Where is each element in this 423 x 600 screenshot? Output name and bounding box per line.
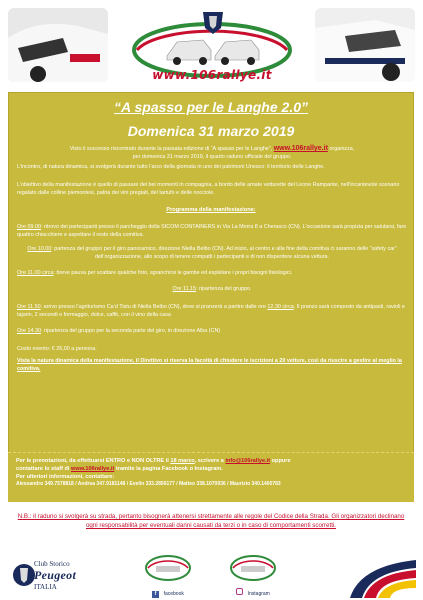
- event-flyer: [8, 92, 414, 502]
- event-title: “A spasso per le Langhe 2.0”: [114, 99, 308, 115]
- limit-note: Vista la natura dinamica della manifestazione, il Direttivo si riserva la facoltà di chiudere le iscrizioni a 20 vetture, così da riuscire a gestire al meglio la comitiva.: [17, 358, 402, 373]
- footer: [0, 548, 423, 600]
- disclaimer-note: N.B.: il raduno si svolgerà su strada, pertanto bisognerà attenersi strettamente alle regole del Codice della Strada. Gli organizzatori declinano ogni responsabilità per eventuali danni causati da terzi o in caso di comportamenti scorretti.: [8, 508, 414, 548]
- booking-info: [8, 452, 414, 502]
- contact-list: Alessandro 349.7578818 / Andrea 347.9181148 / Evelin 333.2856177 / Matteo 338.1070936 / Maurizio 340.1400783: [16, 481, 281, 487]
- instagram-icon: [236, 588, 243, 595]
- program-item-5: Ore 11.50: arrivo presso l’agriturismo Ca’d Tistu di Niella Belbo (CN), dove si pranzerà a partire dalle ore 12.30 circa. Il pranzo sarà composto da antipasti, ravioli e tajarin, 2 secondi e formaggio, dolce, caffè, con il vino della casa: [17, 304, 405, 319]
- 106rallye-logo[interactable]: [131, 6, 293, 86]
- program-item-6: Ore 14.30: ripartenza del gruppo per la seconda parte del giro, in direzione Alba (CN): [17, 328, 221, 334]
- site-link[interactable]: www.106rallye.it: [273, 145, 328, 152]
- logo-url: www.106rallye.it: [152, 68, 272, 82]
- event-date: Domenica 31 marzo 2019: [127, 123, 295, 139]
- intro-paragraph-3: L’obiettivo della manifestazione è quello di passare dei bei momenti in compagnia, a bordo delle amate vetturette del Leone Rampante, nell’incantevole scenario regalato dalle colline piemontesi, patria dei vini pregiati, del tartufo e delle nocciole.: [17, 182, 400, 197]
- email-link[interactable]: info@106rallye.it: [225, 458, 271, 464]
- facebook-icon: f: [152, 591, 159, 598]
- facebook-link[interactable]: f facebook: [140, 550, 196, 598]
- car-photo-left: [8, 8, 108, 82]
- car-photo-right: [315, 8, 415, 82]
- header: [0, 0, 423, 92]
- instagram-link[interactable]: Instagram: [225, 550, 281, 598]
- program-item-3: Ore 11.00 circa: breve pausa per scattare qualche foto, sgranchirsi le gambe ed espletare i propri bisogni fisiologici.: [17, 270, 293, 276]
- booking-info-label: Per ulteriori informazioni, contattare:: [16, 474, 115, 480]
- lion-icon: [12, 560, 36, 590]
- intro-paragraph-1: Visto il successo riscontrato durante la passata edizione di “A spasso per le Langhe”, www.106rallye.it organizza, per domenica 31 marzo 2019, il quarto raduno ufficiale del gruppo.: [69, 145, 355, 161]
- program-item-4: Ore 11.15: ripartenza del gruppo.: [172, 286, 252, 292]
- booking-site-link[interactable]: www.106rallye.it: [71, 466, 115, 472]
- 106rallye-mini-logo: [144, 550, 192, 582]
- cost-text: Costo evento: € 26,00 a persona.: [17, 346, 97, 352]
- 106rallye-mini-logo: [229, 550, 277, 582]
- program-heading: Programma della manifestazione:: [166, 207, 256, 213]
- club-peugeot-logo: Club Storico Peugeot ITALIA: [12, 556, 108, 596]
- intro-paragraph-2: L’incontro, di natura dinamica, si svolgerà durante tutto l’arco della giornata in uno dei patrimoni Unesco: il territorio delle Langhe.: [17, 164, 325, 170]
- booking-line-2: contattare lo staff di www.106rallye.it tramite la pagina Facebook o Instagram.: [16, 466, 223, 472]
- racing-stripes-logo: [340, 558, 416, 598]
- booking-line-1: Per le prenotazioni, da effettuarsi ENTRO e NON OLTRE il 18 marzo, scrivere a info@106rallye.it oppure: [16, 458, 291, 464]
- program-item-1: Ore 09.00: ritrovo dei partecipanti presso il parcheggio della SICOM CONTAINERS in Via La Morra 8 a Cherasco (CN). L’occasione sarà propizia per salutarsi, fare quattro chiacchiere e aspettare il resto della comitiva.: [17, 224, 407, 239]
- program-item-2: Ore 10.00: partenza del gruppo per il giro panoramico, direzione Niella Belbo (CN). Ad inizio, al centro e alla fine della comitiva ci saranno delle “safety car” dell’organizzazione, allo scopo di tenere compatti i partecipanti e di non disperdere alcuna vettura.: [27, 246, 397, 261]
